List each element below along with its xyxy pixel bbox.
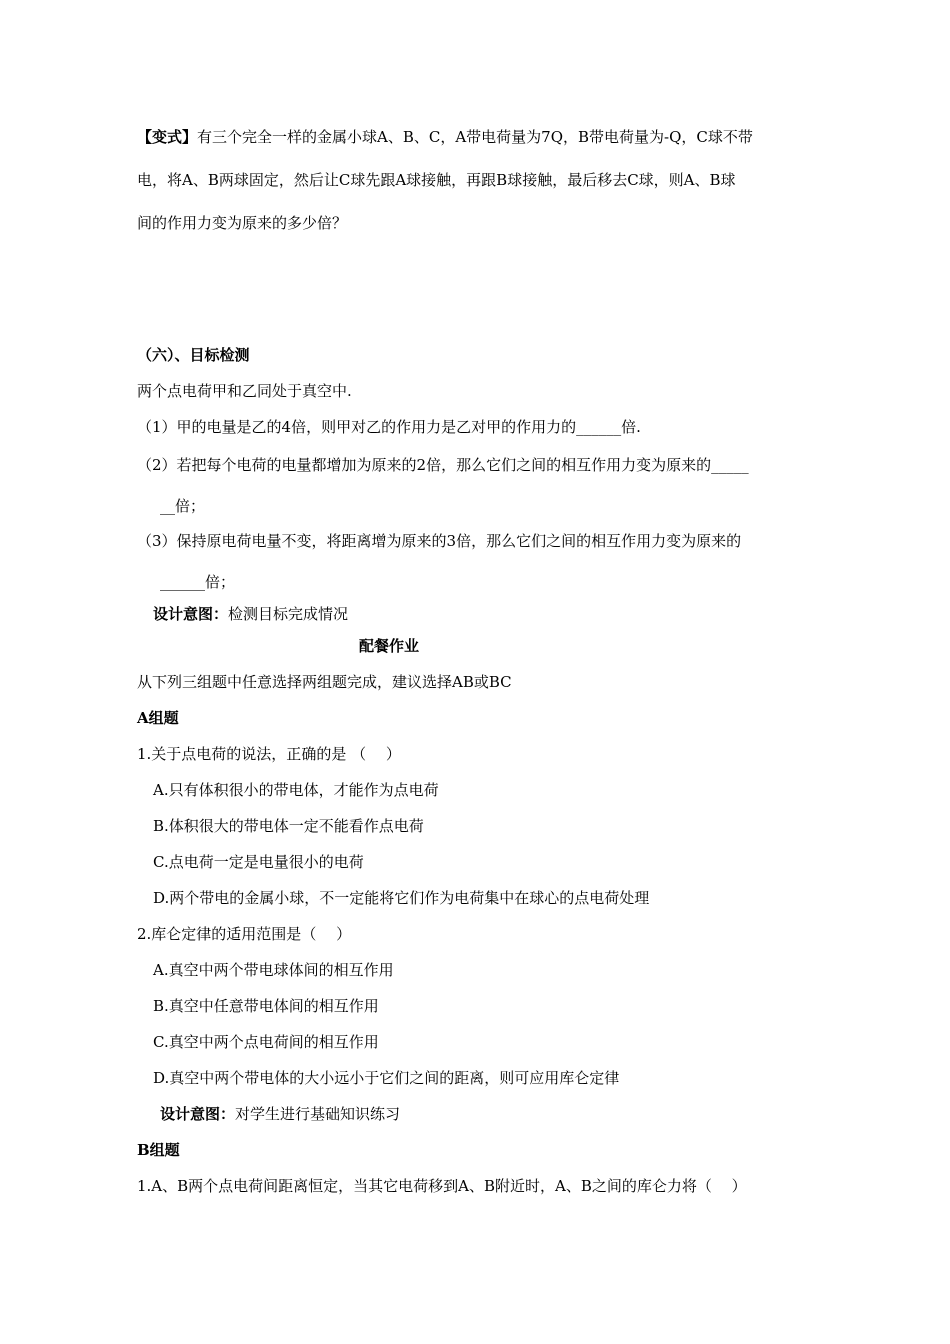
section6-question-3-cont: ______倍；: [160, 573, 236, 591]
group-a-q1-option-c: C.点电荷一定是电量很小的电荷: [153, 853, 364, 871]
section6-design-intent: [153, 604, 348, 624]
group-b-question-1: 1.A、B两个点电荷间距离恒定，当其它电荷移到A、B附近时，A、B之间的库仑力将（ ）: [137, 1177, 747, 1195]
variant-line-3: 间的作用力变为原来的多少倍？: [137, 214, 348, 232]
variant-label: 【变式】: [137, 128, 198, 146]
group-a-q2-option-d: D.真空中两个带电体的大小远小于它们之间的距离，则可应用库仑定律: [153, 1069, 620, 1087]
group-a-q2-option-c: C.真空中两个点电荷间的相互作用: [153, 1033, 379, 1051]
group-a-question-1: 1.关于点电荷的说法，正确的是 （ ）: [137, 745, 401, 763]
group-a-q2-option-a: A.真空中两个带电球体间的相互作用: [153, 961, 394, 979]
group-a-q1-option-a: A.只有体积很小的带电体，才能作为点电荷: [153, 781, 439, 799]
section6-question-2-cont: __倍；: [160, 497, 206, 515]
group-a-q2-option-b: B.真空中任意带电体间的相互作用: [153, 997, 379, 1015]
group-a-question-2: 2.库仑定律的适用范围是（ ）: [137, 925, 352, 943]
variant-text-1: 有三个完全一样的金属小球A、B、C，A带电荷量为7Q，B带电荷量为-Q，C球不带: [197, 128, 753, 146]
group-b-title: B组题: [137, 1141, 180, 1159]
group-a-title: A组题: [137, 709, 179, 727]
section6-intro: 两个点电荷甲和乙同处于真空中.: [137, 382, 352, 400]
homework-intro: 从下列三组题中任意选择两组题完成，建议选择AB或BC: [137, 673, 512, 691]
section6-title: （六）、目标检测: [137, 346, 250, 364]
section6-question-1: （1）甲的电量是乙的4倍，则甲对乙的作用力是乙对甲的作用力的______倍.: [137, 418, 641, 436]
group-a-q1-option-d: D.两个带电的金属小球，不一定能将它们作为电荷集中在球心的点电荷处理: [153, 889, 650, 907]
design-intent-label: 设计意图：: [160, 1105, 236, 1123]
design-intent-text: 检测目标完成情况: [228, 605, 349, 623]
variant-line-1: [137, 127, 753, 147]
group-a-design-intent: [160, 1104, 400, 1124]
design-intent-text: 对学生进行基础知识练习: [235, 1105, 401, 1123]
section6-question-2: （2）若把每个电荷的电量都增加为原来的2倍，那么它们之间的相互作用力变为原来的_____: [137, 456, 749, 474]
design-intent-label: 设计意图：: [153, 605, 229, 623]
variant-line-2: 电，将A、B两球固定，然后让C球先跟A球接触，再跟B球接触，最后移去C球，则A、B球: [137, 171, 736, 189]
homework-title: 配餐作业: [359, 637, 420, 655]
section6-question-3: （3）保持原电荷电量不变，将距离增为原来的3倍，那么它们之间的相互作用力变为原来的: [137, 532, 742, 550]
group-a-q1-option-b: B.体积很大的带电体一定不能看作点电荷: [153, 817, 424, 835]
